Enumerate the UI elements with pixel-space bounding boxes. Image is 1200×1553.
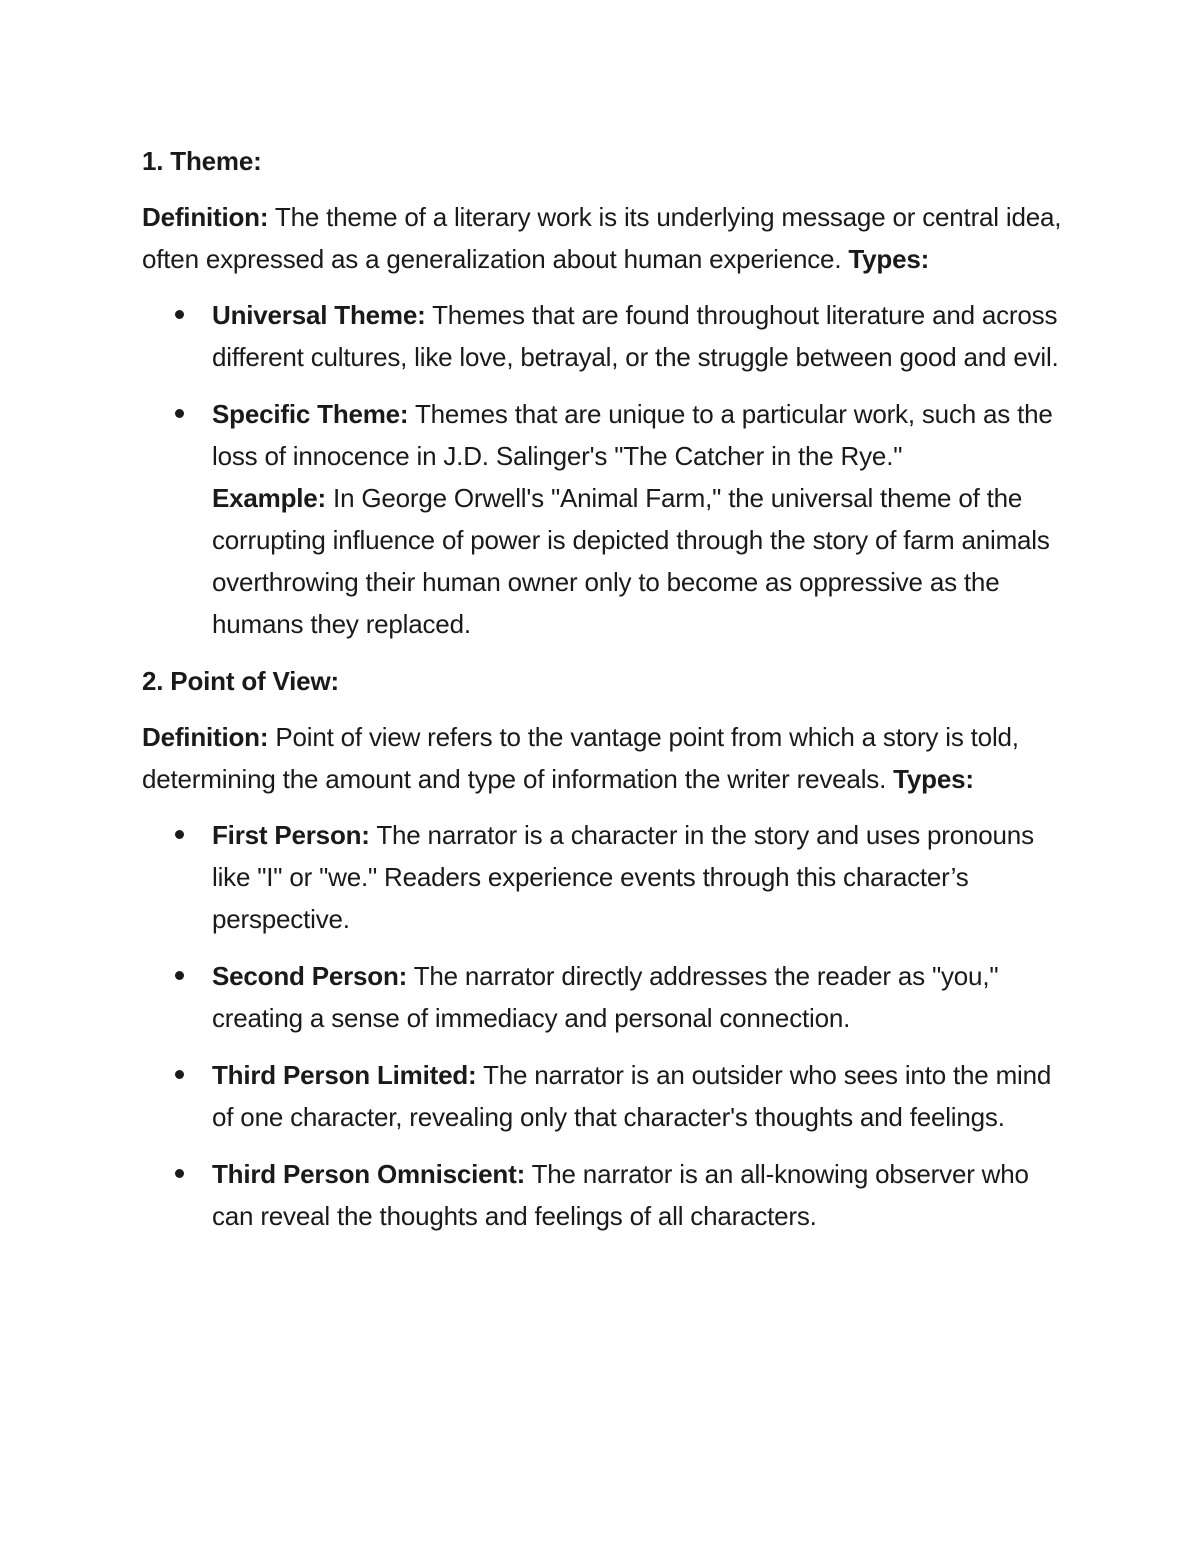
bullet-icon — [175, 1169, 184, 1178]
definition-text: The theme of a literary work is its underlying message or central idea, often expressed as a generalization about human experience. — [142, 202, 1062, 274]
section-heading-point-of-view: 2. Point of View: — [142, 666, 339, 696]
item-label: Specific Theme: — [212, 399, 409, 429]
definition-label: Definition: — [142, 722, 269, 752]
definition-paragraph-point-of-view — [142, 716, 1072, 800]
example-paragraph — [212, 477, 1072, 645]
types-label: Types: — [848, 244, 930, 274]
list-item — [142, 1054, 1072, 1138]
item-text: The narrator is an all-knowing observer who can reveal the thoughts and feelings of all characters. — [212, 1159, 1029, 1231]
document-page — [142, 140, 1072, 1252]
list-item — [142, 955, 1072, 1039]
item-text: The narrator is a character in the story and uses pronouns like "I" or "we." Readers experience events through this character’s perspective. — [212, 820, 1034, 934]
types-list-theme — [142, 294, 1072, 645]
definition-text: Point of view refers to the vantage point from which a story is told, determining the amount and type of information the writer reveals. — [142, 722, 1019, 794]
item-text: Themes that are unique to a particular work, such as the loss of innocence in J.D. Salinger's "The Catcher in the Rye." — [212, 399, 1053, 471]
section-heading-theme: 1. Theme: — [142, 146, 262, 176]
list-item — [142, 814, 1072, 940]
item-text: The narrator is an outsider who sees into the mind of one character, revealing only that character's thoughts and feelings. — [212, 1060, 1052, 1132]
bullet-icon — [175, 409, 184, 418]
definition-label: Definition: — [142, 202, 269, 232]
bullet-icon — [175, 830, 184, 839]
item-label: First Person: — [212, 820, 370, 850]
example-text: In George Orwell's "Animal Farm," the universal theme of the corrupting influence of power is depicted through the story of farm animals overthrowing their human owner only to become as oppressive as the humans they replaced. — [212, 483, 1050, 639]
item-label: Universal Theme: — [212, 300, 426, 330]
list-item — [142, 1153, 1072, 1237]
definition-paragraph-theme — [142, 196, 1072, 280]
item-label: Second Person: — [212, 961, 408, 991]
example-label: Example: — [212, 483, 327, 513]
item-label: Third Person Limited: — [212, 1060, 477, 1090]
list-item — [142, 294, 1072, 378]
item-text: Themes that are found throughout literature and across different cultures, like love, betrayal, or the struggle between good and evil. — [212, 300, 1059, 372]
bullet-icon — [175, 971, 184, 980]
types-list-point-of-view — [142, 814, 1072, 1237]
types-label: Types: — [893, 764, 974, 794]
bullet-icon — [175, 1070, 184, 1079]
item-text: The narrator directly addresses the reader as "you," creating a sense of immediacy and personal connection. — [212, 961, 999, 1033]
list-item — [142, 393, 1072, 645]
bullet-icon — [175, 310, 184, 319]
item-label: Third Person Omniscient: — [212, 1159, 526, 1189]
